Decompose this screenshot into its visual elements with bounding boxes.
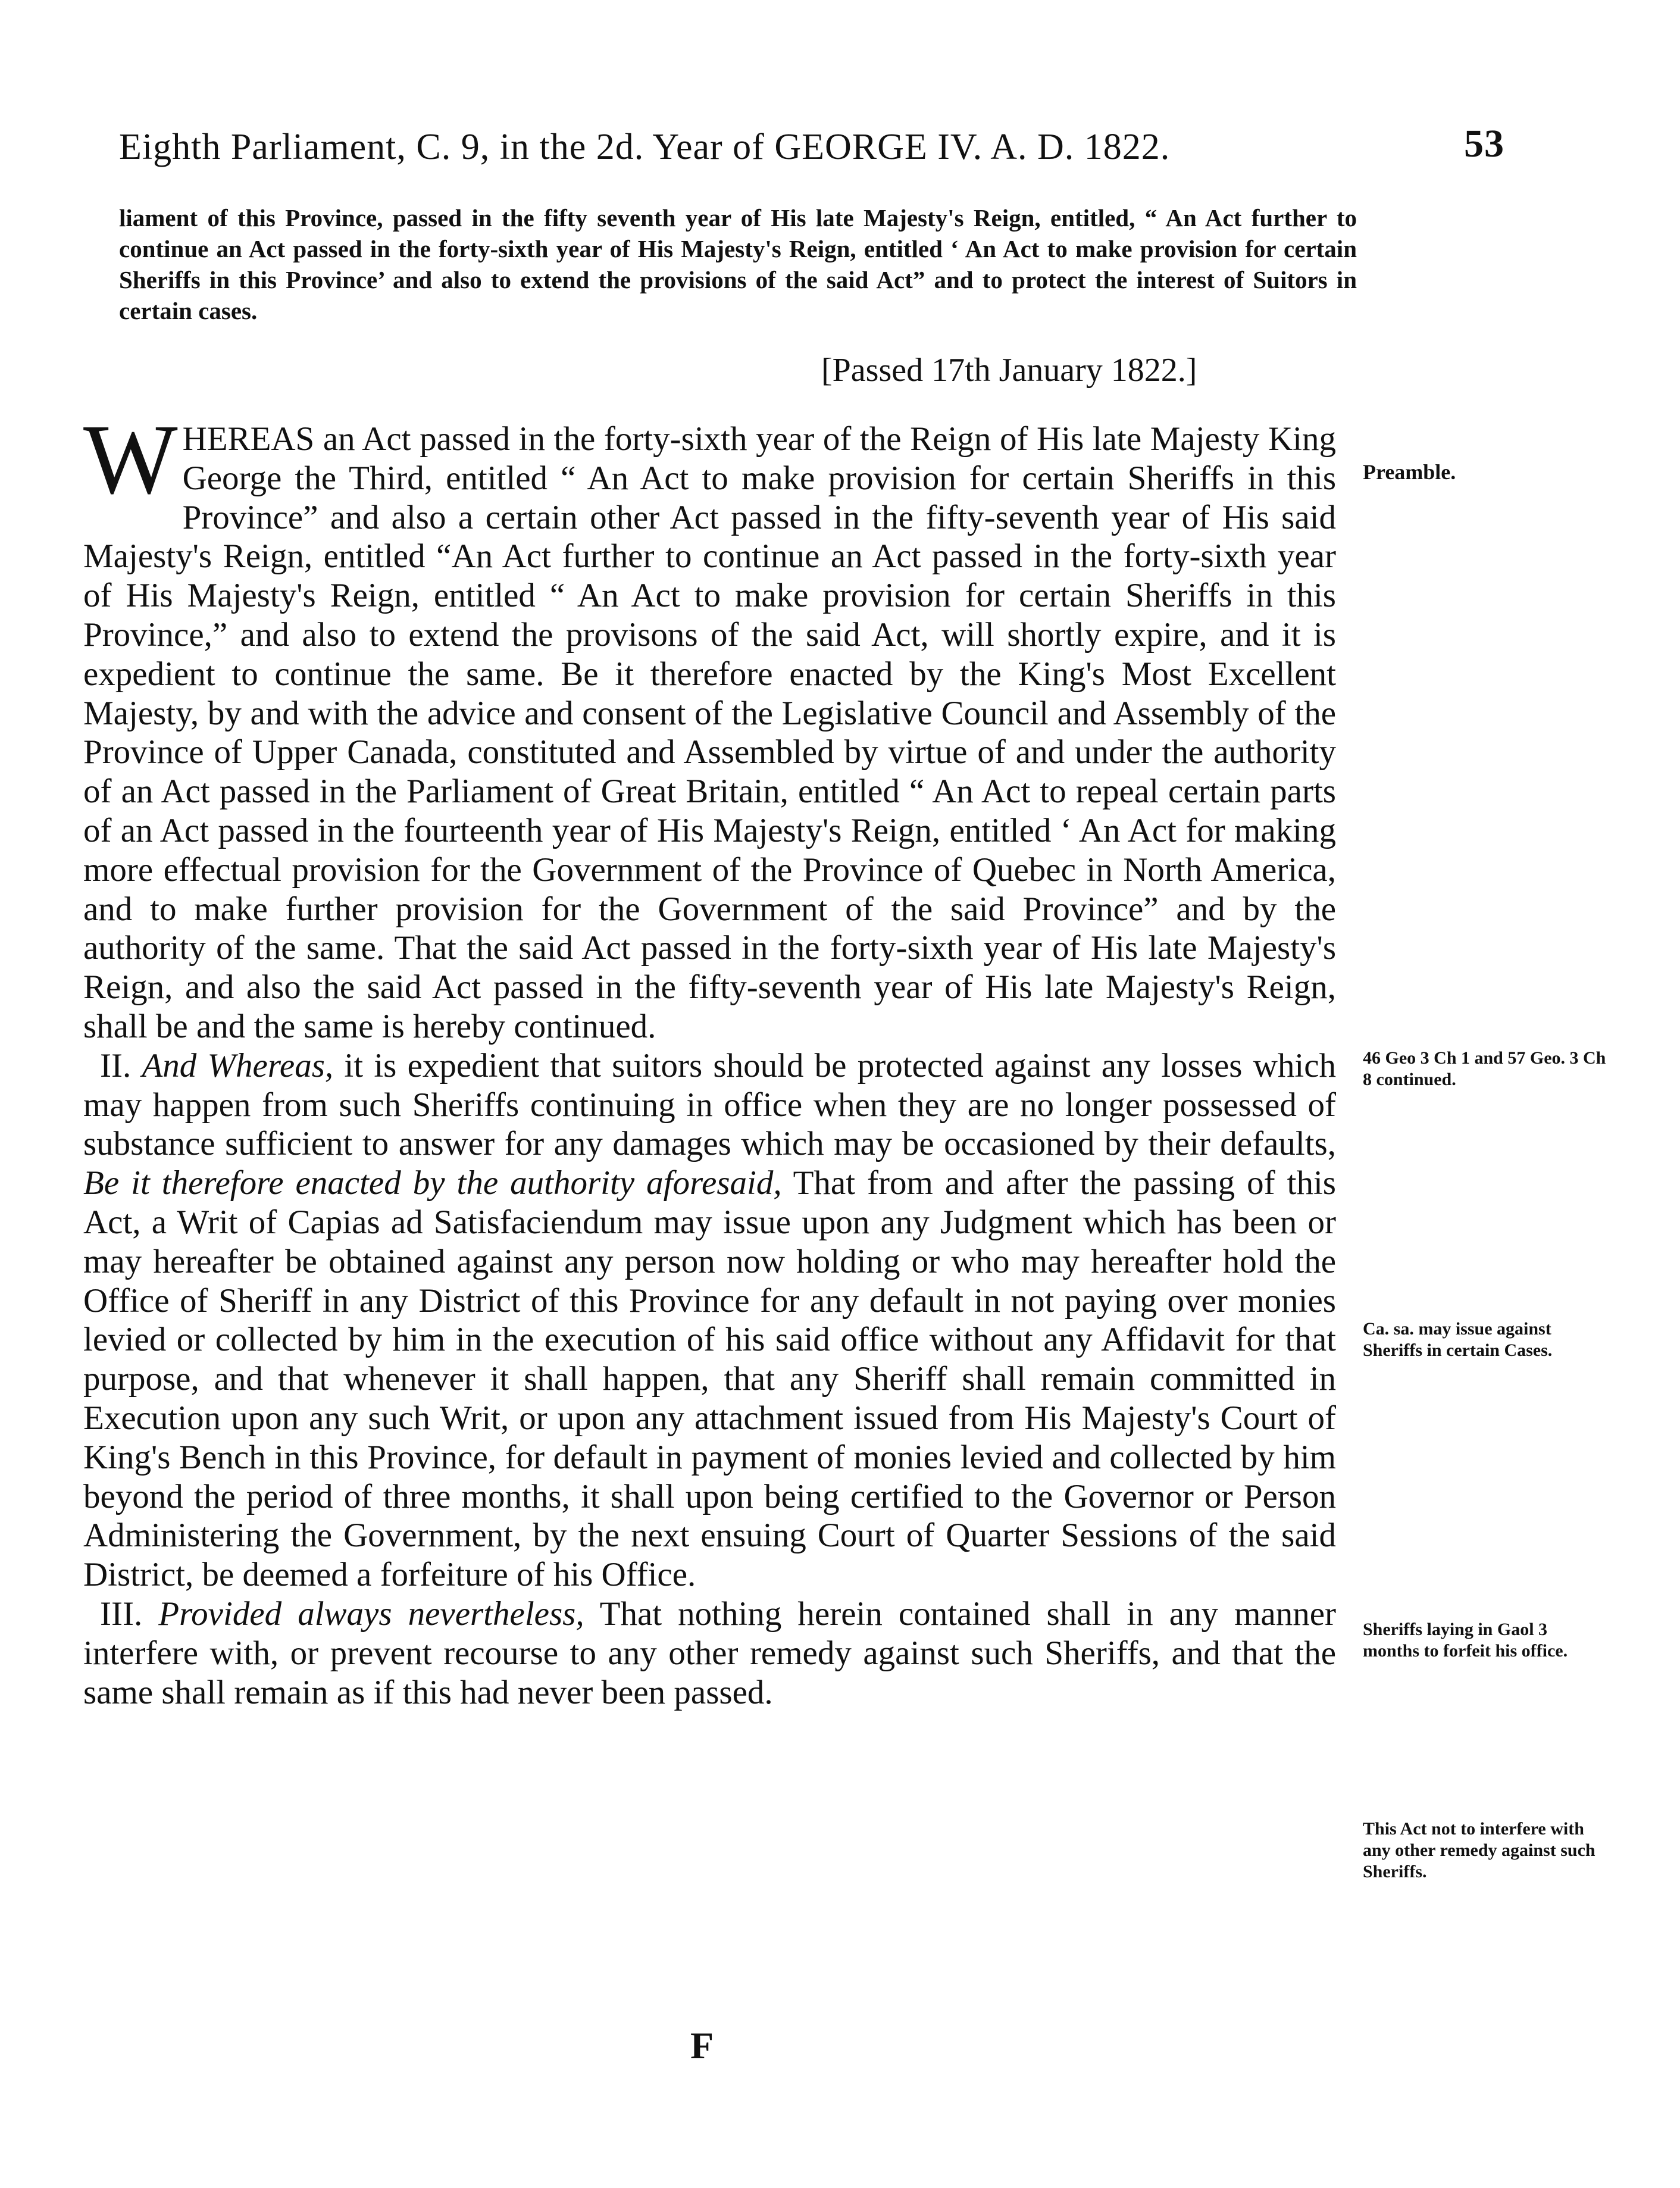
passed-date: [Passed 17th January 1822.] <box>821 352 1197 389</box>
section-3-text: That nothing herein contained shall in any manner interfere with, or prevent recourse to any other remedy against such Sheriffs, and that the same shall remain as if this had never been passed. <box>83 1595 1337 1711</box>
act-body <box>83 404 1337 1712</box>
margin-note-forfeit: Sheriffs laying in Gaol 3 months to forfeit his office. <box>1363 1620 1568 1661</box>
preamble-text: HEREAS an Act passed in the forty-sixth year of the Reign of His late Majesty King George the Third, entitled “ An Act to make provision for certain Sheriffs in this Province” and also a certain other Act passed in the fifty-seventh year of His said Majesty's Reign, entitled “An Act further to continue an Act passed in the forty-sixth year of His Majesty's Reign, entitled “ An Act to make provision for certain Sheriffs in this Province,” and also to extend the provisons of the said Act, will shortly expire, and it is expedient to continue the same. Be it therefore enacted by the King's Most Excellent Majesty, by and with the advice and consent of the Legislative Council and Assembly of the Province of Upper Canada, constituted and Assembled by virtue of and under the authority of an Act passed in the Parliament of Great Britain, entitled “ An Act to repeal certain parts of an Act passed in the fourteenth year of His Majesty's Reign, entitled ‘ An Act for making more effectual provision for the Government of the Province of Quebec in North America, and to make further provision for the Government of the said Province” and by the authority of the same. That the said Act passed in the forty-sixth year of His late Majesty's Reign, and also the said Act passed in the fifty-seventh year of His late Majesty's Reign, shall be and the same is hereby continued. <box>83 420 1336 1045</box>
section-2-text-b: That from and after the passing of this Act, a Writ of Capias ad Satisfaciendum may issue upon any Judgment which has been or may hereafter be obtained against any person now holding or who may hereafter hold the Office of Sheriff in any District of this Province for any default in not paying over monies levied or collected by him in the execution of his said office without any Affidavit for that purpose, and that whenever it shall happen, that any Sheriff shall remain committed in Execution upon any such Writ, or upon any attachment issued from His Majesty's Court of King's Bench in this Province, for default in payment of monies levied and collected by him beyond the period of three months, it shall upon being certified to the Governor or Person Administering the Government, by the next ensuing Court of Quarter Sessions of the said District, be deemed a forfeiture of his Office. <box>83 1164 1336 1594</box>
header-title: Eighth Parliament, C. 9, in the 2d. Year of GEORGE IV. A. D. 1822. <box>119 127 1171 167</box>
preamble-paragraph <box>83 404 1336 1046</box>
section-2-text-a: it is expedient that suitors should be protected against any losses which may happen from such Sheriffs continuing in office when they are no longer possessed of substance sufficient to answer for any damages which may be occasioned by their defaults, <box>83 1046 1337 1163</box>
section-3-number: III. <box>100 1595 143 1633</box>
section-2-lead: And Whereas, <box>142 1046 334 1084</box>
drop-cap: W <box>83 404 178 515</box>
section-2-enacting-clause: Be it therefore enacted by the authority aforesaid, <box>83 1164 782 1202</box>
margin-note-capias: Ca. sa. may issue against Sheriffs in certain Cases. <box>1363 1319 1553 1360</box>
section-3-lead: Provided always nevertheless, <box>158 1595 584 1633</box>
section-2 <box>83 1046 1336 1595</box>
running-header <box>119 122 1595 186</box>
margin-note-not-interfere: This Act not to interfere with any other remedy against such Sheriffs. <box>1363 1819 1595 1881</box>
section-2-number: II. <box>100 1046 132 1084</box>
page-number: 53 <box>1464 122 1504 165</box>
margin-note-preamble: Preamble. <box>1363 460 1456 484</box>
act-summary: liament of this Province, passed in the fifty seventh year of His late Majesty's Reign, entitled, “ An Act further to continue an Act passed in the forty-sixth year of His Majesty's Reign, entitled ‘ An Act to make provision for certain Sheriffs in this Province’ and also to extend the provisions of the said Act” and to protect the interest of Suitors in certain cases. <box>119 204 1357 324</box>
margin-note-continued: 46 Geo 3 Ch 1 and 57 Geo. 3 Ch 8 continued. <box>1363 1048 1606 1089</box>
section-3 <box>83 1595 1336 1712</box>
signature-mark: F <box>690 2024 714 2067</box>
